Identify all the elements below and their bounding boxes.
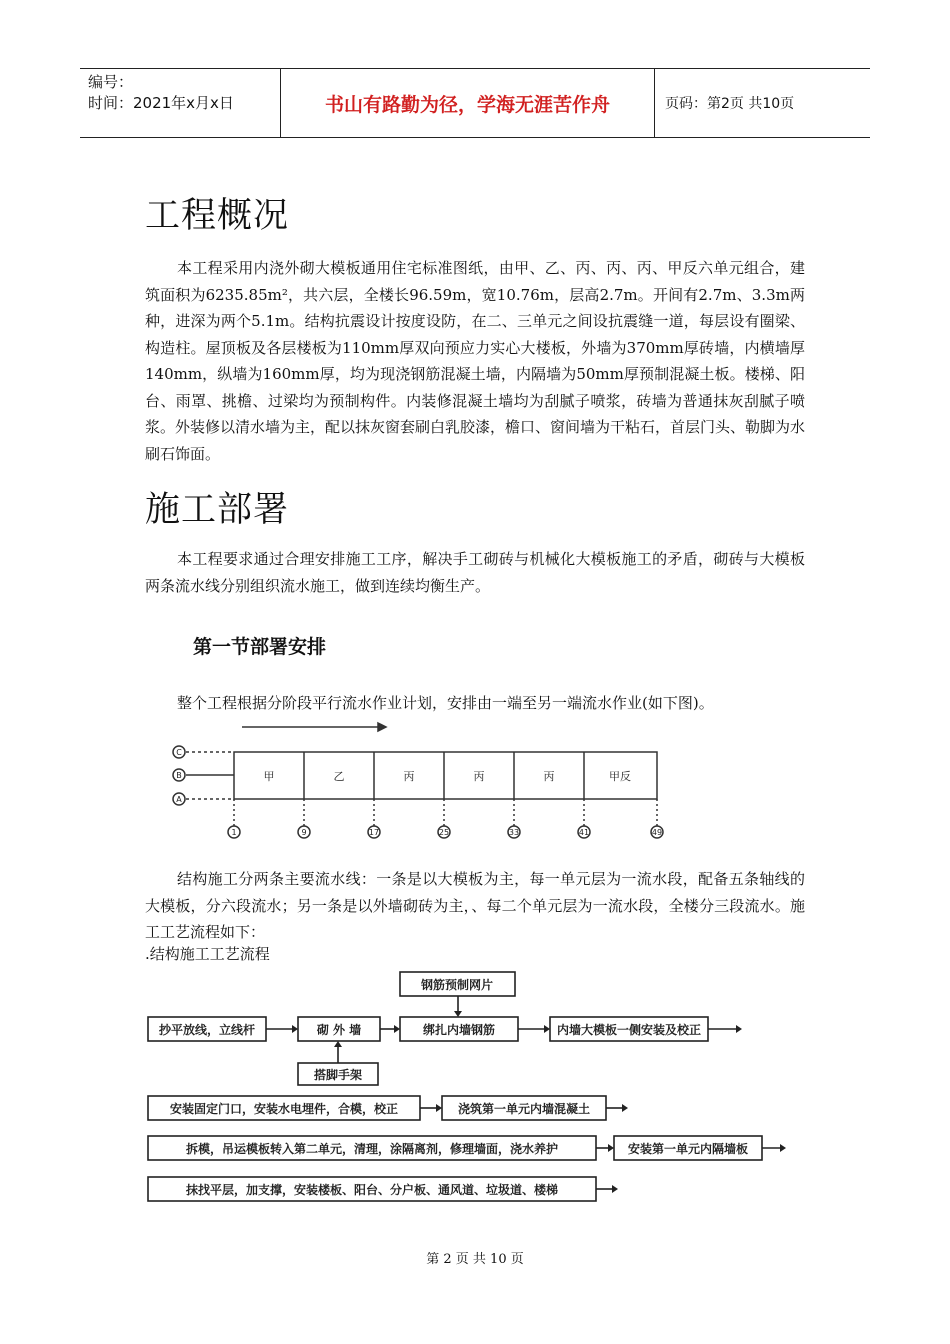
unit-label: 丙 [543,770,555,783]
document-number: 编号： [88,73,134,91]
row-axis-label: A [176,795,182,804]
unit-label: 甲反 [609,770,631,783]
flow-step-pour: 浇筑第一单元内墙混凝土 [457,1102,591,1116]
unit-label: 丙 [473,770,485,783]
flow-step-brick-wall: 砌 外 墙 [316,1023,362,1037]
row-axis-label: C [176,748,182,757]
flow-step-layout: 抄平放线，立线杆 [158,1023,256,1037]
deployment-paragraph: 本工程要求通过合理安排施工工序，解决手工砌砖与机械化大模板施工的矛盾，砌砖与大模板两条流水线分别组织流水施工，做到连续均衡生产。 [145,550,805,595]
plan-intro: 整个工程根据分阶段平行流水作业计划，安排由一端至另一端流水作业(如下图)。 [177,694,714,712]
unit-label: 丙 [403,770,415,783]
row-axis-label: B [176,771,182,780]
col-axis-label: 49 [651,828,663,837]
document-date: 时间：2021年x月x日 [88,94,234,112]
flow-step-scaffold: 搭脚手架 [313,1068,363,1082]
flow-step-formwork: 内墙大模板一侧安装及校正 [556,1023,702,1037]
unit-label: 乙 [333,770,345,783]
col-axis-label: 41 [578,828,590,837]
overview-paragraph: 本工程采用内浇外砌大模板通用住宅标准图纸，由甲、乙、丙、丙、丙、甲反六单元组合，建筑面积为6235.85m²，共六层，全楼长96.59m，宽10.76m，层高2.7m。开间有2.7m、3.3m两种，进深为两个5.1m。结构抗震设计按度设防，在二、三单元之间设抗震缝一道，每层设有圈梁、构造柱。屋顶板及各层楼板为110mm厚双向预应力实心大楼板，外墙为370mm厚砖墙，内横墙厚140mm，纵墙为160mm厚，均为现浇钢筋混凝土墙，内隔墙为50mm厚预制混凝土板。楼梯、阳台、雨罩、挑檐、过梁均为预制构件。内装修混凝土墙均为刮腻子喷浆，砖墙为普通抹灰刮腻子喷浆。外装修以清水墙为主，配以抹灰窗套刷白乳胶漆，檐口、窗间墙为干粘石，首层门头、勒脚为水刷石饰面。 [145,259,806,463]
flow-step-slab: 抹找平层，加支撑，安装楼板、阳台、分户板、通风道、垃圾道、楼梯 [185,1183,559,1197]
process-flowchart [148,972,780,1201]
flow-step-rebar-mesh: 钢筋预制网片 [420,978,494,992]
col-axis-label: 9 [301,828,307,837]
flow-step-rebar: 绑扎内墙钢筋 [422,1023,496,1037]
structure-paragraph: 结构施工分两条主要流水线：一条是以大模板为主，每一单元层为一流水段，配备五条轴线的大模板，分六段流水；另一条是以外墙砌砖为主，、每二个单元层为一流水段，全楼分三段流水。施工工艺流程如下： [145,870,805,941]
flowchart-caption: .结构施工工艺流程 [145,945,270,963]
section-title-overview: 工程概况 [145,196,290,236]
building-outline [234,752,657,799]
col-axis-label: 1 [231,828,237,837]
subsection-title: 第一节部署安排 [193,636,327,658]
col-axis-label: 17 [368,828,380,837]
col-axis-label: 25 [438,828,450,837]
page-footer: 第 2 页 共 10 页 [426,1252,524,1267]
header-page-info: 页码：第2页 共10页 [665,96,795,112]
section-title-deployment: 施工部署 [145,490,290,530]
flow-step-partition: 安装第一单元内隔墙板 [627,1142,749,1156]
header-motto: 书山有路勤为径，学海无涯苦作舟 [280,69,655,137]
flow-step-strip: 拆模，吊运模板转入第二单元，清理，涂隔离剂，修理墙面，浇水养护 [185,1142,559,1156]
flow-step-install: 安装固定门口，安装水电埋件，合模，校正 [169,1102,399,1116]
col-axis-label: 33 [508,828,520,837]
unit-label: 甲 [263,770,275,783]
